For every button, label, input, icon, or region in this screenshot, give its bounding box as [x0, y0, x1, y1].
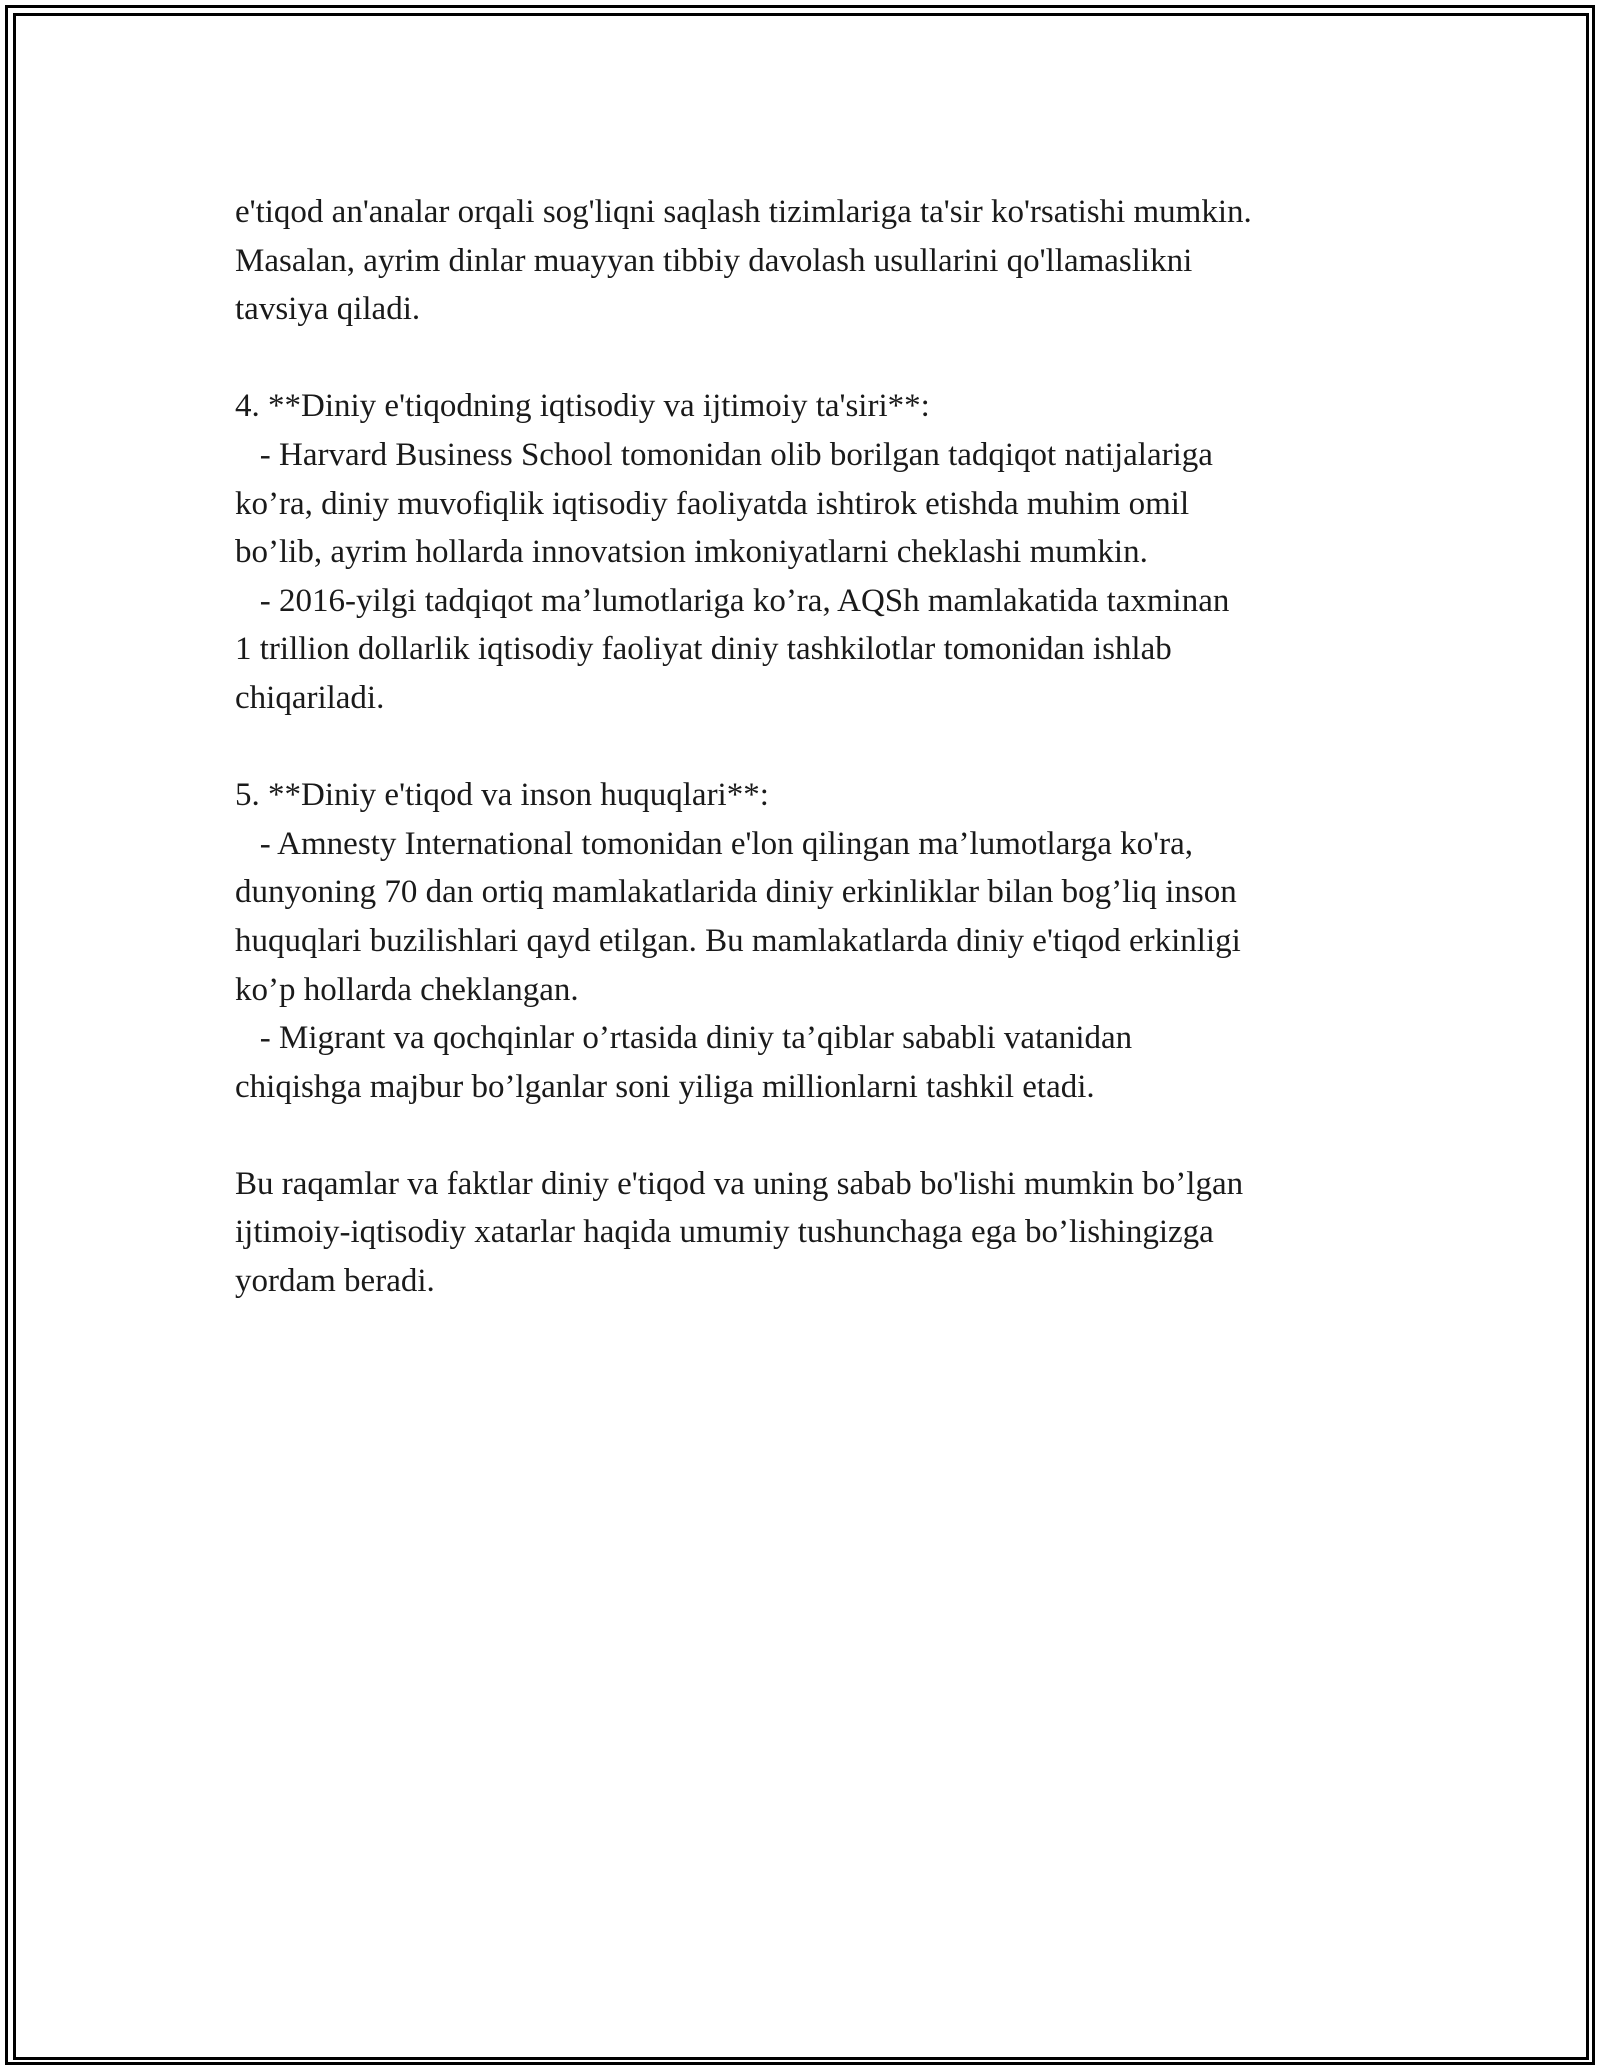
section-5-bullet-2 — [235, 1014, 1395, 1111]
section-4 — [235, 382, 1395, 722]
text-line: yordam beradi. — [235, 1263, 435, 1300]
text-line: bo’lib, ayrim hollarda innovatsion imkoniyatlarni cheklashi mumkin. — [235, 534, 1148, 571]
conclusion-paragraph — [235, 1160, 1395, 1306]
text-line: - 2016-yilgi tadqiqot ma’lumotlariga ko’ra, AQSh mamlakatida taxminan — [235, 582, 1230, 619]
text-line: Bu raqamlar va faktlar diniy e'tiqod va uning sabab bo'lishi mumkin bo’lgan — [235, 1165, 1244, 1202]
text-line: e'tiqod an'analar orqali sog'liqni saqlash tizimlariga ta'sir ko'rsatishi mumkin. — [235, 194, 1252, 230]
text-line: ko’ra, diniy muvofiqlik iqtisodiy faoliyatda ishtirok etishda muhim omil — [235, 485, 1190, 522]
paragraph-spacer — [235, 1111, 1395, 1160]
section-5-bullet-1 — [235, 820, 1395, 1014]
paragraph-spacer — [235, 334, 1395, 383]
paragraph-spacer — [235, 723, 1395, 772]
text-line: ko’p hollarda cheklangan. — [235, 971, 579, 1008]
section-4-heading: 4. **Diniy e'tiqodning iqtisodiy va ijtimoiy ta'siri**: — [235, 388, 930, 425]
text-line: chiqishga majbur bo’lganlar soni yiliga millionlarni tashkil etadi. — [235, 1068, 1095, 1105]
text-line: Masalan, ayrim dinlar muayyan tibbiy davolash usullarini qo'llamaslikni — [235, 242, 1193, 279]
text-line: 1 trillion dollarlik iqtisodiy faoliyat diniy tashkilotlar tomonidan ishlab — [235, 631, 1172, 668]
section-5-heading: 5. **Diniy e'tiqod va inson huquqlari**: — [235, 777, 769, 814]
text-line: tavsiya qiladi. — [235, 291, 421, 328]
intro-paragraph — [235, 188, 1395, 334]
section-5 — [235, 771, 1395, 1111]
text-line: - Harvard Business School tomonidan olib borilgan tadqiqot natijalariga — [235, 436, 1213, 473]
text-line: chiqariladi. — [235, 679, 385, 716]
text-line: ijtimoiy-iqtisodiy xatarlar haqida umumiy tushunchaga ega bo’lishingizga — [235, 1214, 1214, 1251]
text-line: huquqlari buzilishlari qayd etilgan. Bu mamlakatlarda diniy e'tiqod erkinligi — [235, 922, 1241, 959]
section-4-bullet-1 — [235, 431, 1395, 577]
text-line: - Amnesty International tomonidan e'lon qilingan ma’lumotlarga ko'ra, — [235, 825, 1193, 862]
document-body — [235, 188, 1395, 1306]
text-line: dunyoning 70 dan ortiq mamlakatlarida diniy erkinliklar bilan bog’liq inson — [235, 874, 1237, 911]
section-4-bullet-2 — [235, 577, 1395, 723]
text-line: - Migrant va qochqinlar o’rtasida diniy ta’qiblar sababli vatanidan — [235, 1020, 1133, 1057]
